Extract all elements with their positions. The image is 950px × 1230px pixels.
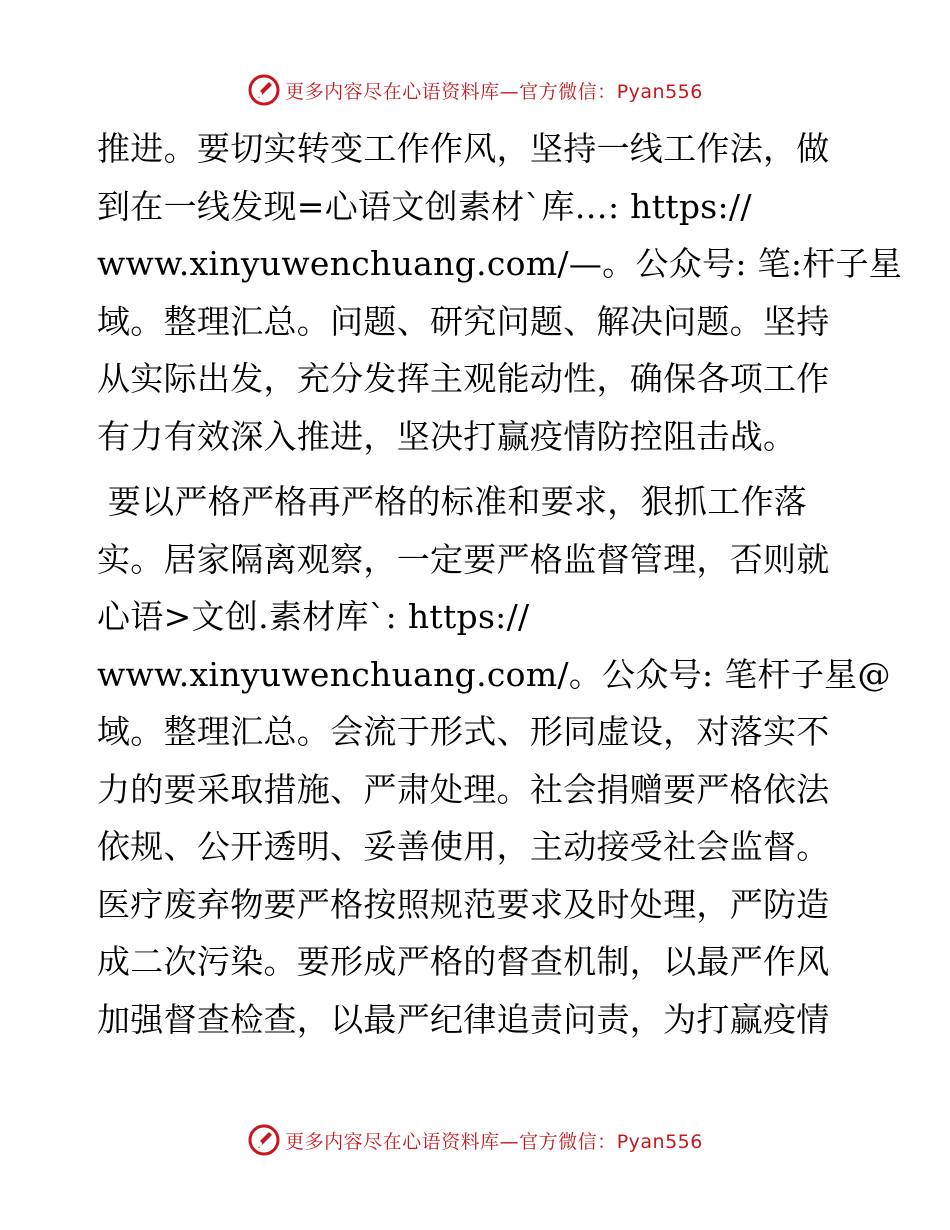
text-line: 医疗废弃物要严格按照规范要求及时处理，严防造 — [97, 884, 830, 924]
banner-text: 更多内容尽在心语资料库—官方微信：Pyan556 — [285, 1130, 703, 1153]
footer-banner — [0, 1120, 950, 1160]
text-line: 域。整理汇总。会流于形式、形同虚设，对落实不 — [97, 712, 830, 751]
header-banner — [0, 70, 950, 110]
text-line: 心语>文创.素材库`: https:// — [97, 597, 530, 636]
logo-icon — [247, 73, 281, 107]
logo-icon — [247, 1123, 281, 1157]
text-line: www.xinyuwenchuang.com/—。公众号: 笔:杆子星 — [97, 244, 903, 283]
text-line: 成二次污染。要形成严格的督查机制，以最严作风 — [97, 942, 830, 981]
text-line: 到在一线发现=心语文创素材`库…: https:// — [97, 186, 752, 226]
paragraph-2 — [97, 473, 891, 1048]
text-line: 依规、公开透明、妥善使用，主动接受社会监督。 — [97, 827, 830, 866]
text-line: 有力有效深入推进，坚决打赢疫情防控阻击战。 — [97, 416, 797, 456]
text-line: 域。整理汇总。问题、研究问题、解决问题。坚持 — [97, 301, 830, 341]
document-body — [97, 120, 903, 1048]
text-line: 力的要采取措施、严肃处理。社会捐赠要严格依法 — [97, 769, 830, 809]
text-line: 加强督查检查，以最严纪律追责问责，为打赢疫情 — [97, 999, 830, 1039]
banner-text: 更多内容尽在心语资料库—官方微信：Pyan556 — [285, 80, 703, 103]
text-line: www.xinyuwenchuang.com/。公众号: 笔杆子星@ — [97, 654, 891, 694]
text-line: 要以严格严格再严格的标准和要求，狠抓工作落 — [97, 482, 808, 521]
text-line: 从实际出发，充分发挥主观能动性，确保各项工作 — [97, 359, 830, 398]
text-line: 推进。要切实转变工作作风，坚持一线工作法，做 — [97, 129, 830, 168]
text-line: 实。居家隔离观察，一定要严格监督管理，否则就 — [97, 539, 830, 579]
paragraph-1 — [97, 120, 903, 465]
